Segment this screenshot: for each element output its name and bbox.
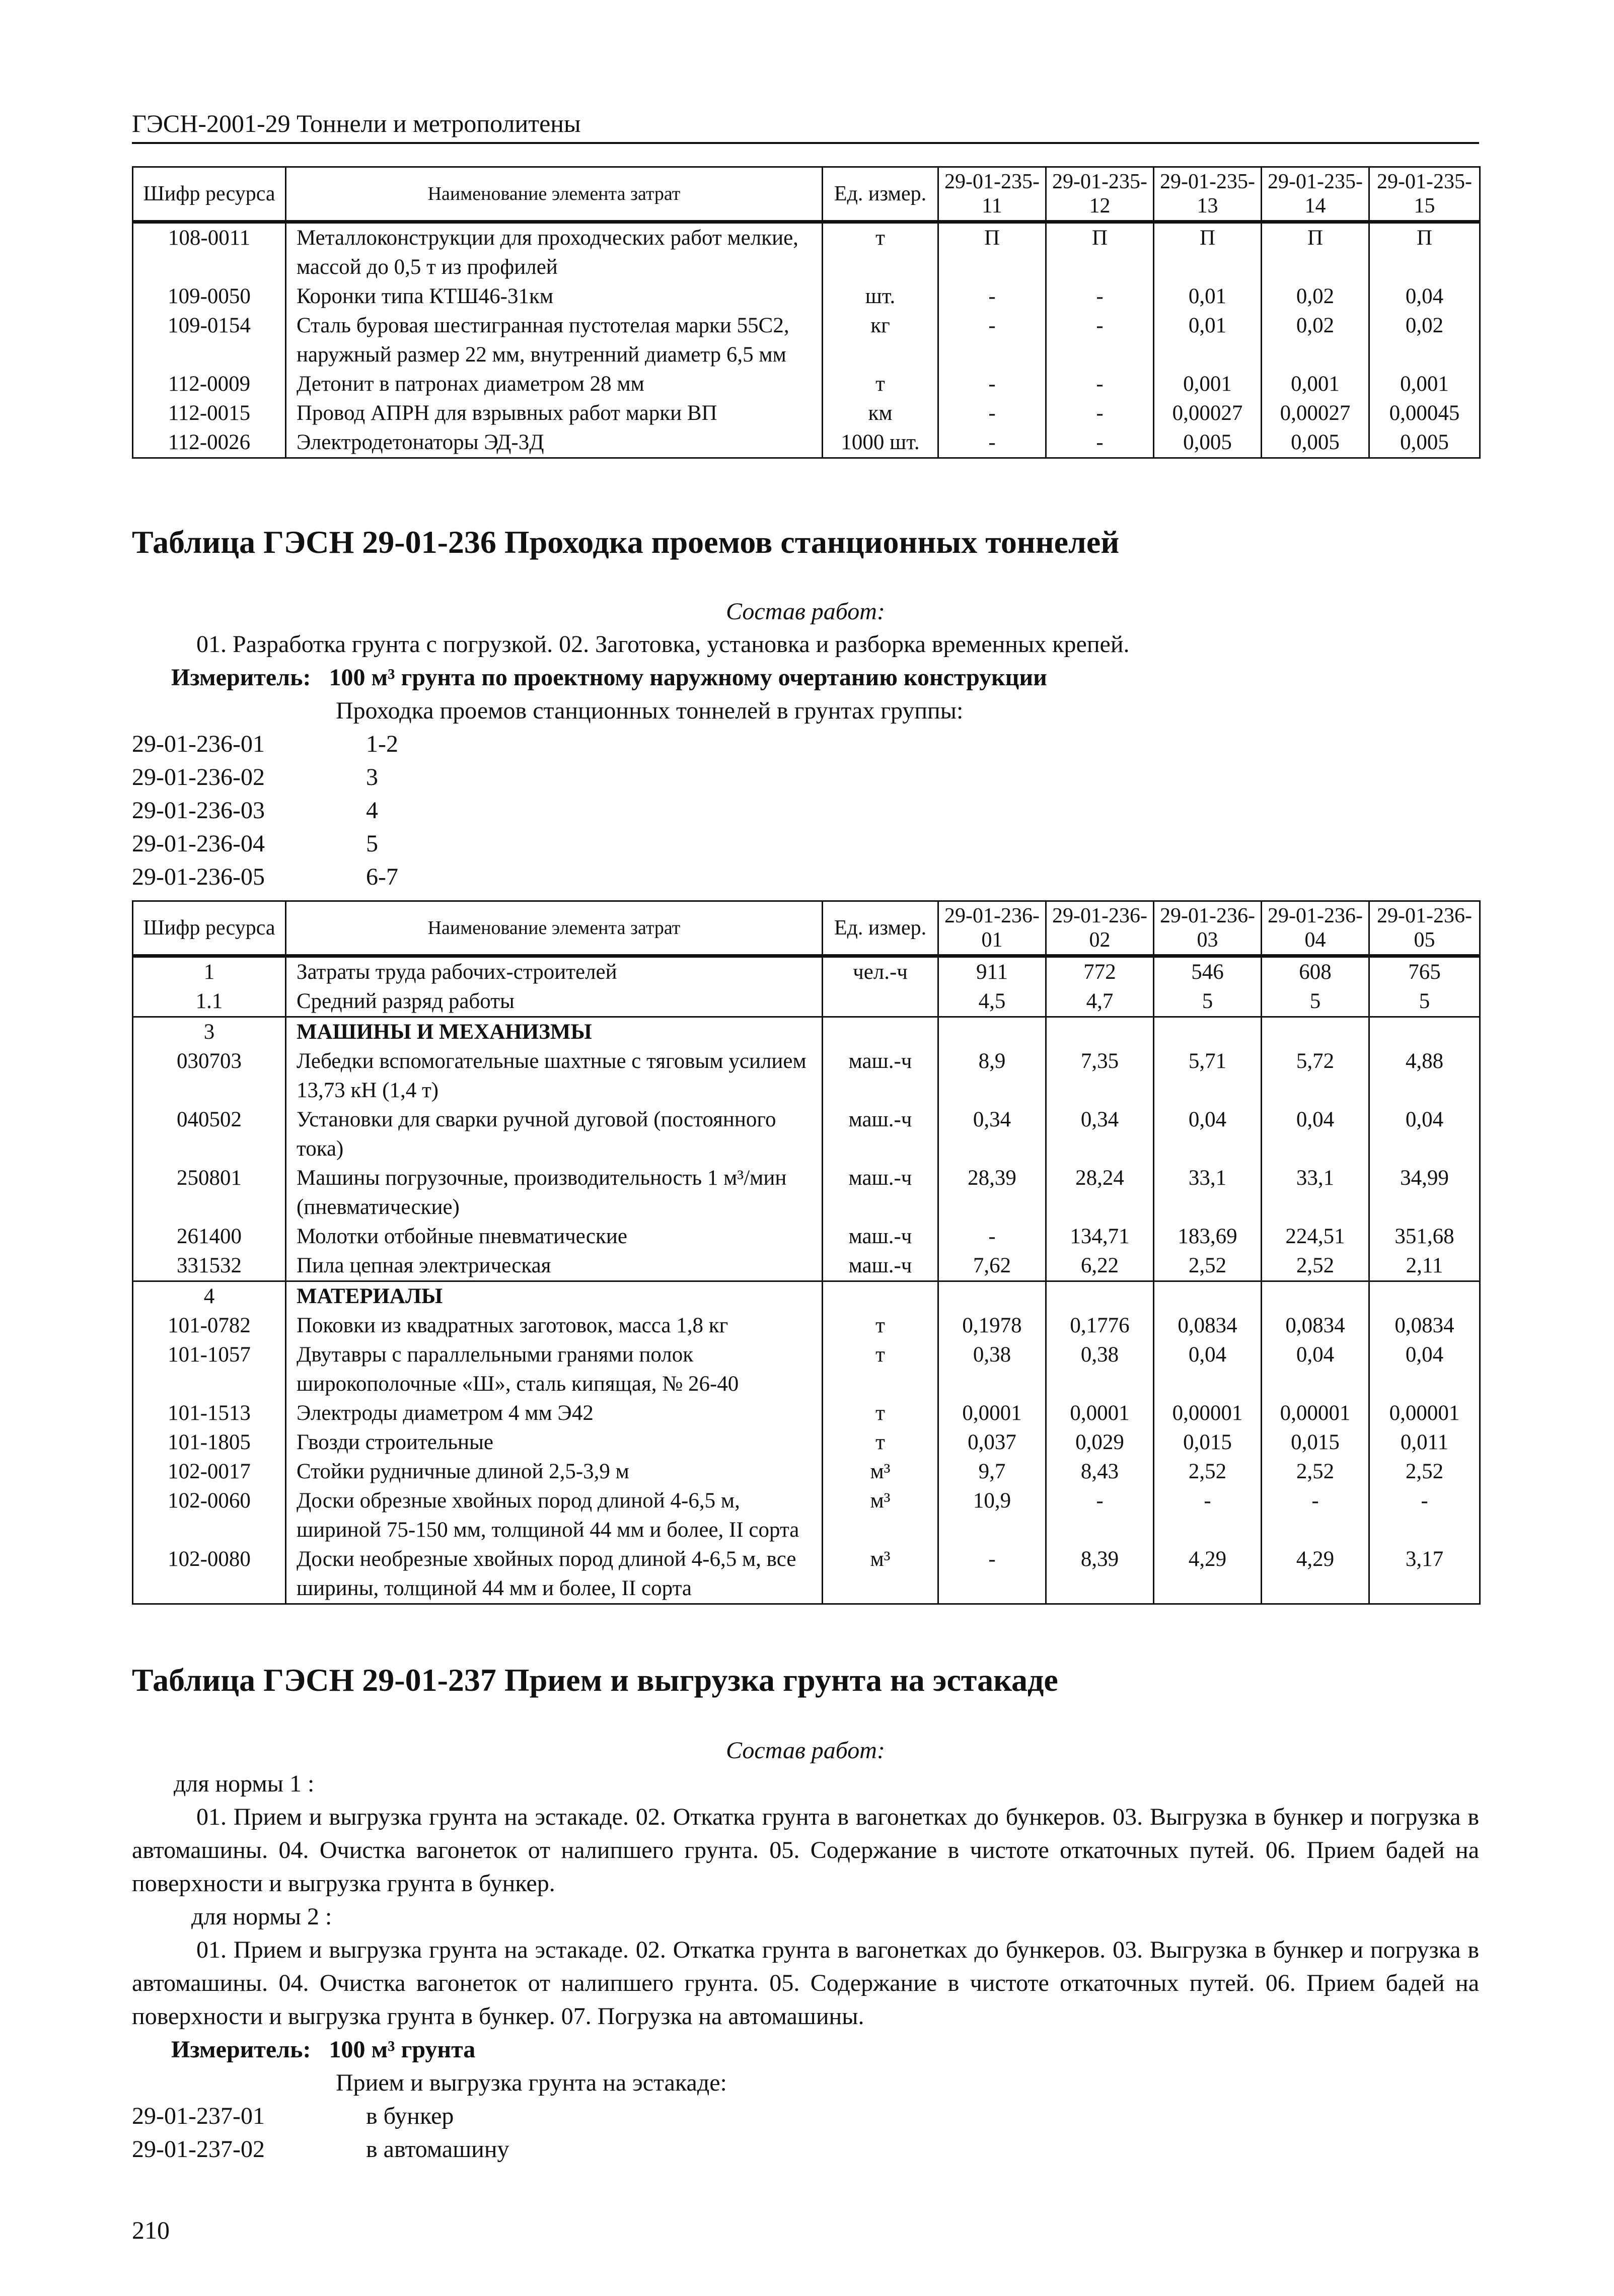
cell-value — [1154, 1017, 1262, 1047]
cell-value: 4,88 — [1369, 1047, 1480, 1105]
cell-code: 3 — [133, 1017, 286, 1047]
measure-label: Измеритель: — [171, 664, 311, 691]
cell-code: 1 — [133, 956, 286, 987]
cell-value: 0,00001 — [1154, 1399, 1262, 1428]
table-row — [133, 428, 1480, 458]
cell-value: 34,99 — [1369, 1164, 1480, 1222]
cell-value: - — [938, 282, 1046, 311]
intro-text-236: Проходка проемов станционных тоннелей в грунтах группы: — [336, 697, 964, 724]
norm-code-row — [132, 2100, 509, 2133]
cell-value — [1046, 1017, 1154, 1047]
cell-value: 0,037 — [938, 1428, 1046, 1457]
norm1-label: для нормы 1 : — [174, 1770, 315, 1797]
cell-value: 134,71 — [1046, 1222, 1154, 1251]
composition-label-236: Состав работ: — [726, 598, 885, 625]
cell-name: Доски необрезные хвойных пород длиной 4-6,5 м, все ширины, толщиной 44 мм и более, II сорта — [286, 1545, 823, 1604]
cell-value: 608 — [1262, 956, 1369, 987]
cell-value: 351,68 — [1369, 1222, 1480, 1251]
cell-value — [1046, 1281, 1154, 1312]
cell-value: 2,11 — [1369, 1251, 1480, 1281]
cell-name: Машины погрузочные, производительность 1 м³/мин (пневматические) — [286, 1164, 823, 1222]
cell-value: 0,1776 — [1046, 1311, 1154, 1340]
cell-value: 5 — [1369, 987, 1480, 1017]
cell-value: 0,0001 — [938, 1399, 1046, 1428]
cell-unit: маш.-ч — [823, 1105, 938, 1164]
cell-code: 1.1 — [133, 987, 286, 1017]
table-row — [133, 1017, 1480, 1047]
cell-name: МАШИНЫ И МЕХАНИЗМЫ — [286, 1017, 823, 1047]
table-header-row — [133, 167, 1480, 222]
cell-value: 911 — [938, 956, 1046, 987]
cell-value: 0,02 — [1262, 282, 1369, 311]
cell-value: 0,38 — [1046, 1340, 1154, 1399]
norm-code: 29-01-236-05 — [132, 864, 265, 890]
cell-name: Провод АПРН для взрывных работ марки ВП — [286, 399, 823, 428]
cell-unit: маш.-ч — [823, 1222, 938, 1251]
cell-value: - — [1262, 1486, 1369, 1545]
cell-value — [1262, 1281, 1369, 1312]
table-row — [133, 1545, 1480, 1604]
cell-code: 112-0015 — [133, 399, 286, 428]
cell-name: Установки для сварки ручной дуговой (постоянного тока) — [286, 1105, 823, 1164]
norm-code-row — [132, 761, 398, 794]
cell-name: Электроды диаметром 4 мм Э42 — [286, 1399, 823, 1428]
cell-value — [938, 1017, 1046, 1047]
cell-value: 0,015 — [1262, 1428, 1369, 1457]
cell-value: 4,29 — [1154, 1545, 1262, 1604]
cell-name: Стойки рудничные длиной 2,5-3,9 м — [286, 1457, 823, 1486]
cell-code: 101-0782 — [133, 1311, 286, 1340]
cell-name: Пила цепная электрическая — [286, 1251, 823, 1281]
cell-name: Лебедки вспомогательные шахтные с тяговым усилием 13,73 кН (1,4 т) — [286, 1047, 823, 1105]
cell-unit — [823, 1017, 938, 1047]
cell-value: 2,52 — [1154, 1457, 1262, 1486]
cell-name: Затраты труда рабочих-строителей — [286, 956, 823, 987]
cell-value — [1262, 1017, 1369, 1047]
table-row — [133, 1428, 1480, 1457]
cell-value: 0,02 — [1262, 311, 1369, 370]
cell-value: - — [1046, 370, 1154, 399]
cell-value: 0,34 — [938, 1105, 1046, 1164]
cell-value: 546 — [1154, 956, 1262, 987]
cell-value: 9,7 — [938, 1457, 1046, 1486]
cell-value: 0,02 — [1369, 311, 1480, 370]
measure-label: Измеритель: — [171, 2036, 311, 2063]
composition-text-236: 01. Разработка грунта с погрузкой. 02. Заготовка, установка и разборка временных крепей. — [196, 631, 1130, 658]
table-row — [133, 1486, 1480, 1545]
norm-code-list-236 — [132, 728, 398, 894]
cell-unit: м³ — [823, 1457, 938, 1486]
cell-value: 0,04 — [1262, 1340, 1369, 1399]
col-header-name: Наименование элемента затрат — [286, 901, 823, 956]
cell-code: 331532 — [133, 1251, 286, 1281]
cell-code: 112-0009 — [133, 370, 286, 399]
cell-value: 0,34 — [1046, 1105, 1154, 1164]
resource-table-235 — [132, 166, 1481, 459]
col-header-norm: 29-01-236-03 — [1154, 901, 1262, 956]
table-row — [133, 311, 1480, 370]
composition-label-237: Состав работ: — [726, 1737, 885, 1764]
cell-value: 0,0834 — [1369, 1311, 1480, 1340]
col-header-norm: 29-01-236-04 — [1262, 901, 1369, 956]
cell-value: П — [938, 222, 1046, 282]
cell-name: Средний разряд работы — [286, 987, 823, 1017]
table-row — [133, 399, 1480, 428]
col-header-norm: 29-01-235-12 — [1046, 167, 1154, 222]
norm-desc: 6-7 — [366, 864, 398, 890]
col-header-norm: 29-01-235-15 — [1369, 167, 1480, 222]
cell-value: 5,72 — [1262, 1047, 1369, 1105]
table-row — [133, 956, 1480, 987]
cell-name: Электродетонаторы ЭД-3Д — [286, 428, 823, 458]
cell-unit: км — [823, 399, 938, 428]
cell-unit: т — [823, 1340, 938, 1399]
cell-value: - — [1046, 399, 1154, 428]
table-row — [133, 987, 1480, 1017]
cell-value: 0,00045 — [1369, 399, 1480, 428]
table-row — [133, 1251, 1480, 1281]
cell-value: - — [938, 1545, 1046, 1604]
intro-text-237: Прием и выгрузка грунта на эстакаде: — [336, 2069, 727, 2096]
cell-value: П — [1154, 222, 1262, 282]
cell-code: 250801 — [133, 1164, 286, 1222]
col-header-name: Наименование элемента затрат — [286, 167, 823, 222]
cell-code: 109-0050 — [133, 282, 286, 311]
cell-value: - — [1046, 1486, 1154, 1545]
cell-value: 5 — [1262, 987, 1369, 1017]
cell-value: 33,1 — [1154, 1164, 1262, 1222]
cell-value: 6,22 — [1046, 1251, 1154, 1281]
norm-code: 29-01-236-02 — [132, 764, 265, 791]
cell-value: 8,39 — [1046, 1545, 1154, 1604]
cell-value: 0,00027 — [1262, 399, 1369, 428]
cell-code: 102-0060 — [133, 1486, 286, 1545]
cell-value: 8,43 — [1046, 1457, 1154, 1486]
cell-value: 0,0001 — [1046, 1399, 1154, 1428]
cell-value: - — [1046, 311, 1154, 370]
cell-value: 2,52 — [1262, 1457, 1369, 1486]
cell-code: 108-0011 — [133, 222, 286, 282]
cell-code: 109-0154 — [133, 311, 286, 370]
cell-code: 101-1805 — [133, 1428, 286, 1457]
cell-unit: чел.-ч — [823, 956, 938, 987]
cell-value: 7,62 — [938, 1251, 1046, 1281]
measure-value: 100 м³ грунта — [329, 2036, 476, 2063]
cell-value: 0,04 — [1369, 1340, 1480, 1399]
cell-value: 0,1978 — [938, 1311, 1046, 1340]
cell-value: 33,1 — [1262, 1164, 1369, 1222]
cell-name: Детонит в патронах диаметром 28 мм — [286, 370, 823, 399]
cell-value: 0,029 — [1046, 1428, 1154, 1457]
cell-code: 4 — [133, 1281, 286, 1312]
norm-code: 29-01-237-01 — [132, 2103, 265, 2129]
col-header-norm: 29-01-236-01 — [938, 901, 1046, 956]
norm-desc: 5 — [366, 830, 378, 857]
cell-value: - — [1154, 1486, 1262, 1545]
cell-value: 0,01 — [1154, 311, 1262, 370]
cell-name: Сталь буровая шестигранная пустотелая марки 55С2, наружный размер 22 мм, внутренний диаметр 6,5 мм — [286, 311, 823, 370]
cell-value: 4,5 — [938, 987, 1046, 1017]
cell-value: 2,52 — [1154, 1251, 1262, 1281]
cell-value: - — [1046, 428, 1154, 458]
table-row — [133, 1311, 1480, 1340]
cell-value: 0,04 — [1369, 282, 1480, 311]
cell-value: 0,005 — [1262, 428, 1369, 458]
table-row — [133, 370, 1480, 399]
cell-unit: м³ — [823, 1486, 938, 1545]
cell-name: Двутавры с параллельными гранями полок широкополочные «Ш», сталь кипящая, № 26-40 — [286, 1340, 823, 1399]
cell-name: Коронки типа КТШ46-31км — [286, 282, 823, 311]
cell-unit: т — [823, 1428, 938, 1457]
cell-name: МАТЕРИАЛЫ — [286, 1281, 823, 1312]
norm-code-row — [132, 860, 398, 894]
norm-code-list-237 — [132, 2100, 509, 2166]
section-title-237: Таблица ГЭСН 29-01-237 Прием и выгрузка грунта на эстакаде — [132, 1662, 1058, 1698]
cell-value — [1154, 1281, 1262, 1312]
table-row — [133, 1399, 1480, 1428]
cell-unit: м³ — [823, 1545, 938, 1604]
norm-desc: в автомашину — [366, 2136, 509, 2163]
norm-desc: 3 — [366, 764, 378, 791]
cell-unit — [823, 987, 938, 1017]
col-header-norm: 29-01-236-05 — [1369, 901, 1480, 956]
table-row — [133, 1047, 1480, 1105]
table-row — [133, 1340, 1480, 1399]
cell-unit: маш.-ч — [823, 1047, 938, 1105]
cell-value: 0,01 — [1154, 282, 1262, 311]
measure-line-237 — [171, 2033, 475, 2066]
page-number: 210 — [132, 2216, 170, 2244]
cell-value: 0,04 — [1262, 1105, 1369, 1164]
cell-value: 0,0834 — [1262, 1311, 1369, 1340]
cell-value: 0,04 — [1154, 1340, 1262, 1399]
table-row — [133, 1222, 1480, 1251]
norm-code-row — [132, 827, 398, 860]
norm-code: 29-01-236-03 — [132, 797, 265, 824]
cell-unit — [823, 1281, 938, 1312]
cell-value: 0,005 — [1154, 428, 1262, 458]
cell-unit: т — [823, 370, 938, 399]
cell-value: - — [938, 311, 1046, 370]
cell-code: 030703 — [133, 1047, 286, 1105]
cell-value: 2,52 — [1369, 1457, 1480, 1486]
cell-code: 261400 — [133, 1222, 286, 1251]
cell-value: 772 — [1046, 956, 1154, 987]
header-rule — [132, 142, 1479, 144]
cell-value: 765 — [1369, 956, 1480, 987]
table-row — [133, 1105, 1480, 1164]
running-header: ГЭСН-2001-29 Тоннели и метрополитены — [132, 109, 581, 137]
cell-value: 183,69 — [1154, 1222, 1262, 1251]
cell-value: 0,001 — [1369, 370, 1480, 399]
measure-line-236 — [171, 661, 1047, 694]
norm2-label: для нормы 2 : — [191, 1903, 332, 1930]
cell-value — [1369, 1281, 1480, 1312]
cell-value: - — [1046, 282, 1154, 311]
cell-value — [1369, 1017, 1480, 1047]
cell-value: 0,005 — [1369, 428, 1480, 458]
cell-code: 101-1057 — [133, 1340, 286, 1399]
measure-value: 100 м³ грунта по проектному наружному очертанию конструкции — [329, 664, 1047, 691]
cell-value: 5,71 — [1154, 1047, 1262, 1105]
cell-name: Поковки из квадратных заготовок, масса 1,8 кг — [286, 1311, 823, 1340]
norm-code-row — [132, 2133, 509, 2166]
cell-value — [938, 1281, 1046, 1312]
col-header-norm: 29-01-235-11 — [938, 167, 1046, 222]
cell-value: 0,001 — [1262, 370, 1369, 399]
cell-name: Гвозди строительные — [286, 1428, 823, 1457]
cell-value: 10,9 — [938, 1486, 1046, 1545]
cell-code: 102-0080 — [133, 1545, 286, 1604]
cell-value: 0,015 — [1154, 1428, 1262, 1457]
cell-unit: т — [823, 222, 938, 282]
norm2-text: 01. Прием и выгрузка грунта на эстакаде. 02. Откатка грунта в вагонетках до бункеров. 03. Выгрузка в бункер и погрузка в автомашины. 04. Очистка вагонеток от налипшего грунта. 05. Содержание в чистоте откаточных путей. 06. Прием бадей на поверхности и выгрузка грунта в бункер. 07. Погрузка на автомашины. — [132, 1936, 1479, 2030]
col-header-norm: 29-01-235-14 — [1262, 167, 1369, 222]
col-header-norm: 29-01-235-13 — [1154, 167, 1262, 222]
cell-name: Металлоконструкции для проходческих работ мелкие, массой до 0,5 т из профилей — [286, 222, 823, 282]
cell-value: 0,04 — [1369, 1105, 1480, 1164]
table-row — [133, 1164, 1480, 1222]
cell-unit: т — [823, 1399, 938, 1428]
cell-value: 0,38 — [938, 1340, 1046, 1399]
cell-value: 7,35 — [1046, 1047, 1154, 1105]
cell-value: 0,00001 — [1262, 1399, 1369, 1428]
section-title-236: Таблица ГЭСН 29-01-236 Проходка проемов станционных тоннелей — [132, 524, 1120, 560]
cell-value: - — [938, 428, 1046, 458]
cell-value: 2,52 — [1262, 1251, 1369, 1281]
cell-value: П — [1262, 222, 1369, 282]
cell-value: 28,39 — [938, 1164, 1046, 1222]
norm-code-row — [132, 794, 398, 827]
norm-code-row — [132, 728, 398, 761]
cell-unit: шт. — [823, 282, 938, 311]
resource-table-236 — [132, 900, 1481, 1605]
cell-value: 4,29 — [1262, 1545, 1369, 1604]
table-row — [133, 282, 1480, 311]
norm-code: 29-01-236-01 — [132, 731, 265, 757]
col-header-code: Шифр ресурса — [133, 167, 286, 222]
cell-value: - — [938, 399, 1046, 428]
cell-value: 8,9 — [938, 1047, 1046, 1105]
table-header-row — [133, 901, 1480, 956]
col-header-norm: 29-01-236-02 — [1046, 901, 1154, 956]
table-row — [133, 222, 1480, 282]
cell-unit: маш.-ч — [823, 1251, 938, 1281]
cell-unit: т — [823, 1311, 938, 1340]
cell-value: 3,17 — [1369, 1545, 1480, 1604]
cell-unit: кг — [823, 311, 938, 370]
cell-value: 0,0834 — [1154, 1311, 1262, 1340]
col-header-code: Шифр ресурса — [133, 901, 286, 956]
norm-code: 29-01-237-02 — [132, 2136, 265, 2163]
cell-value: П — [1046, 222, 1154, 282]
cell-value: 4,7 — [1046, 987, 1154, 1017]
cell-value: 28,24 — [1046, 1164, 1154, 1222]
table-row — [133, 1281, 1480, 1312]
cell-value: 0,00001 — [1369, 1399, 1480, 1428]
cell-code: 101-1513 — [133, 1399, 286, 1428]
norm-desc: 1-2 — [366, 731, 398, 757]
col-header-unit: Ед. измер. — [823, 901, 938, 956]
cell-unit: 1000 шт. — [823, 428, 938, 458]
cell-code: 040502 — [133, 1105, 286, 1164]
cell-value: 0,00027 — [1154, 399, 1262, 428]
cell-value: 0,011 — [1369, 1428, 1480, 1457]
cell-value: 5 — [1154, 987, 1262, 1017]
cell-value: 0,001 — [1154, 370, 1262, 399]
col-header-unit: Ед. измер. — [823, 167, 938, 222]
cell-name: Молотки отбойные пневматические — [286, 1222, 823, 1251]
norm1-text: 01. Прием и выгрузка грунта на эстакаде. 02. Откатка грунта в вагонетках до бункеров. 03. Выгрузка в бункер и погрузка в автомашины. 04. Очистка вагонеток от налипшего грунта. 05. Содержание в чистоте откаточных путей. 06. Прием бадей на поверхности и выгрузка грунта в бункер. — [132, 1804, 1479, 1897]
norm-desc: в бункер — [366, 2103, 454, 2129]
norm-code: 29-01-236-04 — [132, 830, 265, 857]
cell-code: 102-0017 — [133, 1457, 286, 1486]
table-row — [133, 1457, 1480, 1486]
cell-unit: маш.-ч — [823, 1164, 938, 1222]
cell-code: 112-0026 — [133, 428, 286, 458]
norm-desc: 4 — [366, 797, 378, 824]
cell-value: 0,04 — [1154, 1105, 1262, 1164]
cell-name: Доски обрезные хвойных пород длиной 4-6,5 м, шириной 75-150 мм, толщиной 44 мм и более, II сорта — [286, 1486, 823, 1545]
cell-value: - — [938, 1222, 1046, 1251]
cell-value: - — [1369, 1486, 1480, 1545]
cell-value: П — [1369, 222, 1480, 282]
cell-value: 224,51 — [1262, 1222, 1369, 1251]
cell-value: - — [938, 370, 1046, 399]
